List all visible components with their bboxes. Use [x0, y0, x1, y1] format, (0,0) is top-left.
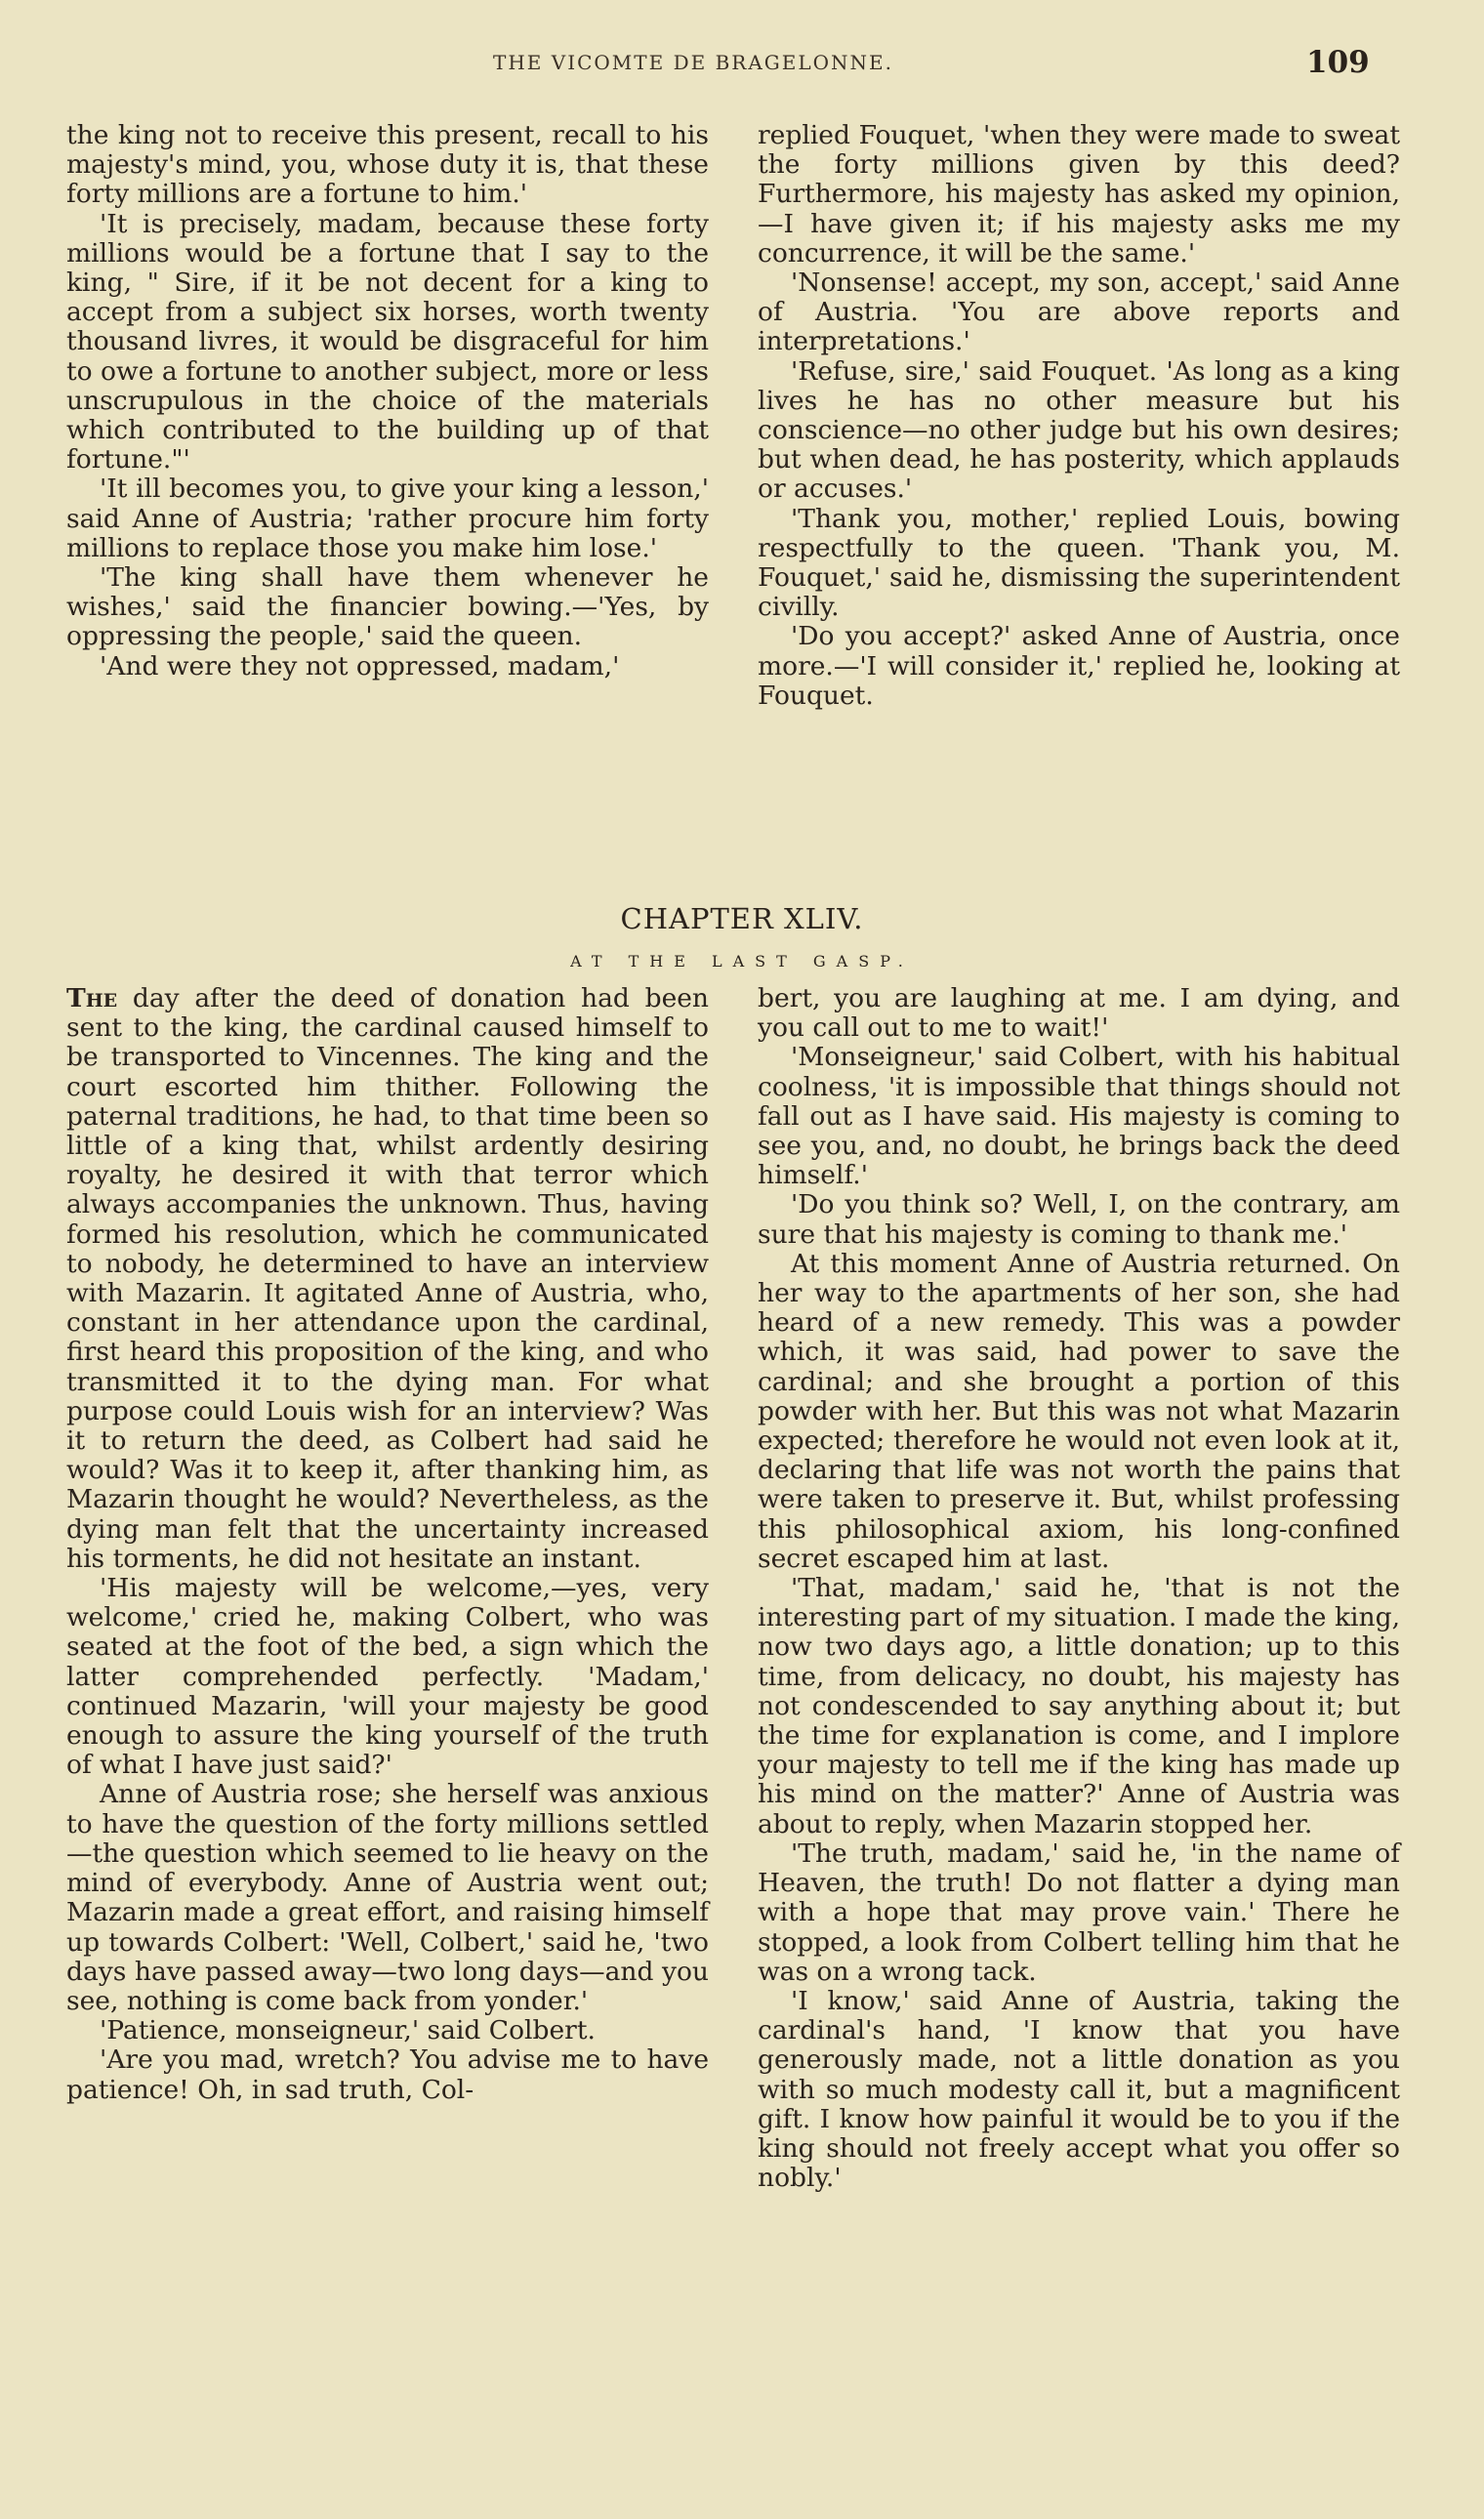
paragraph: 'Are you mad, wretch? You advise me to have patience! Oh, in sad truth, Col- [66, 2044, 709, 2105]
chapter-title: CHAPTER XLIV. [620, 902, 864, 935]
top-left-column [66, 121, 709, 681]
paragraph: 'Thank you, mother,' replied Louis, bowing respectfully to the queen. 'Thank you, M. Fouquet,' said he, dismissing the superintendent civilly. [758, 503, 1400, 623]
paragraph: 'Monseigneur,' said Colbert, with his habitual coolness, 'it is impossible that things should not fall out as I have said. His majesty is coming to see you, and, no doubt, he brings back the deed himself.' [758, 1042, 1400, 1191]
paragraph: 'Do you think so? Well, I, on the contrary, am sure that his majesty is coming to thank me.' [758, 1189, 1400, 1250]
page-number: 109 [1306, 45, 1370, 80]
paragraph: the king not to receive this present, recall to his majesty's mind, you, whose duty it is, that these forty millions are a fortune to him.' [66, 120, 709, 210]
paragraph: bert, you are laughing at me. I am dying, and you call out to me to wait!' [758, 983, 1400, 1044]
paragraph: 'Nonsense! accept, my son, accept,' said Anne of Austria. 'You are above reports and interpretations.' [758, 268, 1400, 357]
top-right-column [758, 121, 1400, 711]
chapter-subtitle: AT THE LAST GASP. [570, 952, 914, 970]
paragraph: replied Fouquet, 'when they were made to sweat the forty millions given by this deed? Furthermore, his majesty has asked my opinion,—I have given it; if his majesty asks me my concurrence, it will be the same.' [758, 120, 1400, 268]
chapter-opening-paragraph [66, 984, 709, 1574]
paragraph: 'The truth, madam,' said he, 'in the name of Heaven, the truth! Do not flatter a dying man with a hope that may prove vain.' There he stopped, a look from Colbert telling him that he was on a wrong tack. [758, 1838, 1400, 1987]
paragraph: 'Patience, monseigneur,' said Colbert. [100, 2015, 596, 2046]
paragraph: 'The king shall have them whenever he wishes,' said the financier bowing.—'Yes, by oppressing the people,' said the queen. [66, 562, 709, 652]
first-word: The [66, 983, 118, 1013]
paragraph: 'It is precisely, madam, because these forty millions would be a fortune that I say to the king, " Sire, if it be not decent for a king to accept from a subject six horses, worth twenty thousand livres, it would be disgraceful for him to owe a fortune to another subject, more or less unscrupulous in the choice of the materials which contributed to the building up of that fortune."' [66, 208, 709, 475]
bottom-left-column [66, 984, 709, 2105]
paragraph: 'That, madam,' said he, 'that is not the interesting part of my situation. I made the king, now two days ago, a little donation; up to this time, from delicacy, no doubt, his majesty has not condescended to say anything about it; but the time for explanation is come, and I implore your majesty to tell me if the king has made up his mind on the matter?' Anne of Austria was about to reply, when Mazarin stopped her. [758, 1573, 1400, 1839]
paragraph: 'Do you accept?' asked Anne of Austria, once more.—'I will consider it,' replied he, looking at Fouquet. [758, 621, 1400, 711]
paragraph: 'It ill becomes you, to give your king a lesson,' said Anne of Austria; 'rather procure him forty millions to replace those you make him lose.' [66, 474, 709, 563]
paragraph: 'His majesty will be welcome,—yes, very welcome,' cried he, making Colbert, who was seated at the foot of the bed, a sign which the latter comprehended perfectly. 'Madam,' continued Mazarin, 'will your majesty be good enough to assure the king yourself of the truth of what I have just said?' [66, 1573, 709, 1781]
paragraph: 'Refuse, sire,' said Fouquet. 'As long as a king lives he has no other measure but his conscience—no other judge but his own desires; but when dead, he has posterity, which applauds or accuses.' [758, 355, 1400, 505]
running-head: THE VICOMTE DE BRAGELONNE. [493, 51, 893, 74]
paragraph: 'I know,' said Anne of Austria, taking the cardinal's hand, 'I know that you have generously made, not a little donation as you with so much modesty call it, but a magnificent gift. I know how painful it would be to you if the king should not freely accept what you offer so nobly.' [758, 1985, 1400, 2194]
paragraph: 'And were they not oppressed, madam,' [100, 650, 620, 681]
paragraph-text: day after the deed of donation had been sent to the king, the cardinal caused himself to be transported to Vincennes. The king and the court escorted him thither. Following the paternal traditions, he had, to that time been so little of a king that, whilst ardently desiring royalty, he desired it with that terror which always accompanies the unknown. Thus, having formed his resolution, which he communicated to nobody, he determined to have an interview with Mazarin. It agitated Anne of Austria, who, constant in her attendance upon the cardinal, first heard this proposition of the king, and who transmitted it to the dying man. For what purpose could Louis wish for an interview? Was it to return the deed, as Colbert had said he would? Was it to keep it, after thanking him, as Mazarin thought he would? Nevertheless, as the dying man felt that the uncertainty increased his torments, he did not hesitate an instant. [66, 983, 709, 1574]
paragraph: At this moment Anne of Austria returned. On her way to the apartments of her son, she had heard of a new remedy. This was a powder which, it was said, had power to save the cardinal; and she brought a portion of this powder with her. But this was not what Mazarin expected; therefore he would not even look at it, declaring that life was not worth the pains that were taken to preserve it. But, whilst professing this philosophical axiom, his long-confined secret escaped him at last. [758, 1248, 1400, 1574]
paragraph: Anne of Austria rose; she herself was anxious to have the question of the forty millions settled—the question which seemed to lie heavy on the mind of everybody. Anne of Austria went out; Mazarin made a great effort, and raising himself up towards Colbert: 'Well, Colbert,' said he, 'two days have passed away—two long days—and you see, nothing is come back from yonder.' [66, 1779, 709, 2016]
bottom-right-column [758, 984, 1400, 2193]
